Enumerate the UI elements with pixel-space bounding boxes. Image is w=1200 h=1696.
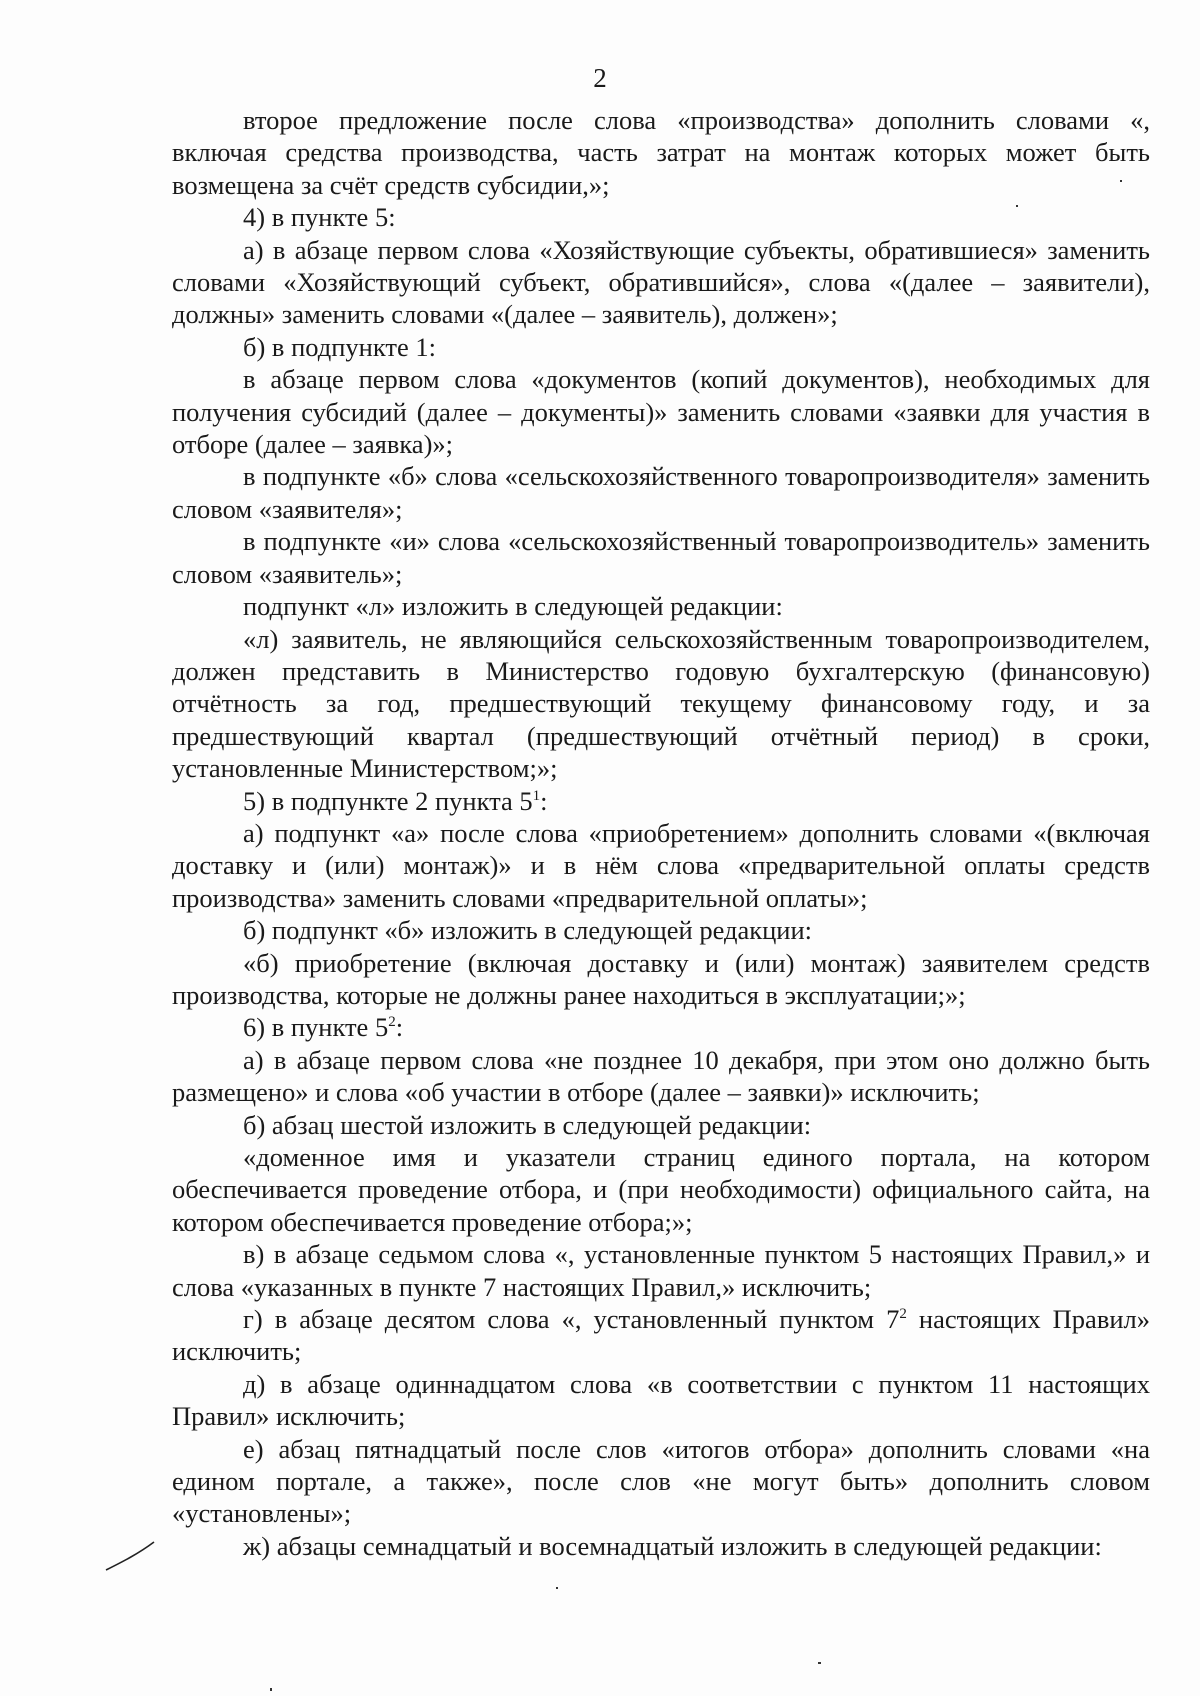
- scan-dot: [556, 1587, 558, 1589]
- paragraph: ж) абзацы семнадцатый и восемнадцатый изложить в следующей редакции:: [243, 1530, 1102, 1561]
- paragraph: а) подпункт «а» после слова «приобретением» дополнить словами «(включая доставку и (или) монтаж)» и в нём слова «предварительной оплаты средств производства» заменить словами «предварительной оплаты»;: [172, 817, 1150, 913]
- paragraph: «л) заявитель, не являющийся сельскохозяйственным товаропроизводителем, должен представить в Министерство годовую бухгалтерскую (финансовую) отчётность за год, предшествующий текущему финансовому году, и за предшествующий квартал (предшествующий отчётный период) в сроки, установленные Министерством;»;: [172, 623, 1150, 784]
- paragraph: «доменное имя и указатели страниц единого портала, на котором обеспечивается проведение отбора, и (при необходимости) официального сайта, на котором обеспечивается проведение отбора;»;: [172, 1142, 1150, 1237]
- paragraph: в абзаце первом слова «документов (копий документов), необходимых для получения субсидий (далее – документы)» заменить словами «заявки для участия в отборе (далее – заявка)»;: [172, 364, 1150, 460]
- paragraph: подпункт «л» изложить в следующей редакции:: [243, 591, 783, 622]
- scan-dot: [270, 1688, 272, 1691]
- paragraph: г) в абзаце десятом слова «, установленный пунктом $7^2$ настоящих Правил» исключить;: [172, 1304, 1150, 1367]
- paragraph: б) подпункт «б» изложить в следующей редакции:: [243, 915, 813, 946]
- paragraph: б) абзац шестой изложить в следующей редакции:: [243, 1109, 812, 1140]
- paragraph: в подпункте «и» слова «сельскохозяйственный товаропроизводитель» заменить словом «заявитель»;: [172, 526, 1150, 589]
- paragraph: 4) в пункте 5:: [243, 202, 396, 233]
- scan-dot: [1016, 205, 1018, 207]
- superscript: 1: [532, 787, 541, 804]
- pen-mark-icon: [104, 1536, 164, 1576]
- paragraph: в подпункте «б» слова «сельскохозяйственного товаропроизводителя» заменить словом «заявителя»;: [172, 461, 1150, 524]
- paragraph: б) в подпункте 1:: [243, 331, 436, 362]
- superscript: 2: [899, 1306, 907, 1323]
- paragraph: а) в абзаце первом слова «Хозяйствующие субъекты, обратившиеся» заменить словами «Хозяйствующий субъект, обратившийся», слова «(далее – заявители), должны» заменить словами «(далее – заявитель), должен»;: [172, 234, 1150, 330]
- paragraph: «б) приобретение (включая доставку и (или) монтаж) заявителем средств производства, которые не должны ранее находиться в эксплуатации;»;: [172, 947, 1150, 1010]
- paragraph: д) в абзаце одиннадцатом слова «в соответствии с пунктом 11 настоящих Правил» исключить;: [172, 1368, 1150, 1432]
- paragraph: е) абзац пятнадцатый после слов «итогов отбора» дополнить словами «на едином портале, а также», после слов «не могут быть» дополнить словом «установлены»;: [172, 1433, 1150, 1529]
- scan-dot: [1120, 180, 1122, 182]
- paragraph: а) в абзаце первом слова «не позднее 10 декабря, при этом оно должно быть размещено» и слова «об участии в отборе (далее – заявки)» исключить;: [172, 1044, 1150, 1108]
- superscript: 2: [388, 1014, 396, 1031]
- scan-dot: [818, 1662, 821, 1664]
- paragraph: 5) в подпункте 2 пункта $5^1$:: [243, 785, 548, 816]
- page-number: 2: [593, 63, 607, 93]
- document-body: [172, 104, 1150, 1562]
- paragraph: в) в абзаце седьмом слова «, установленные пунктом 5 настоящих Правил,» и слова «указанных в пункте 7 настоящих Правил,» исключить;: [172, 1239, 1150, 1302]
- paragraph: второе предложение после слова «производства» дополнить словами «, включая средства производства, часть затрат на монтаж которых может быть возмещена за счёт средств субсидии,»;: [172, 105, 1150, 200]
- paragraph: 6) в пункте $5^2$:: [243, 1012, 404, 1043]
